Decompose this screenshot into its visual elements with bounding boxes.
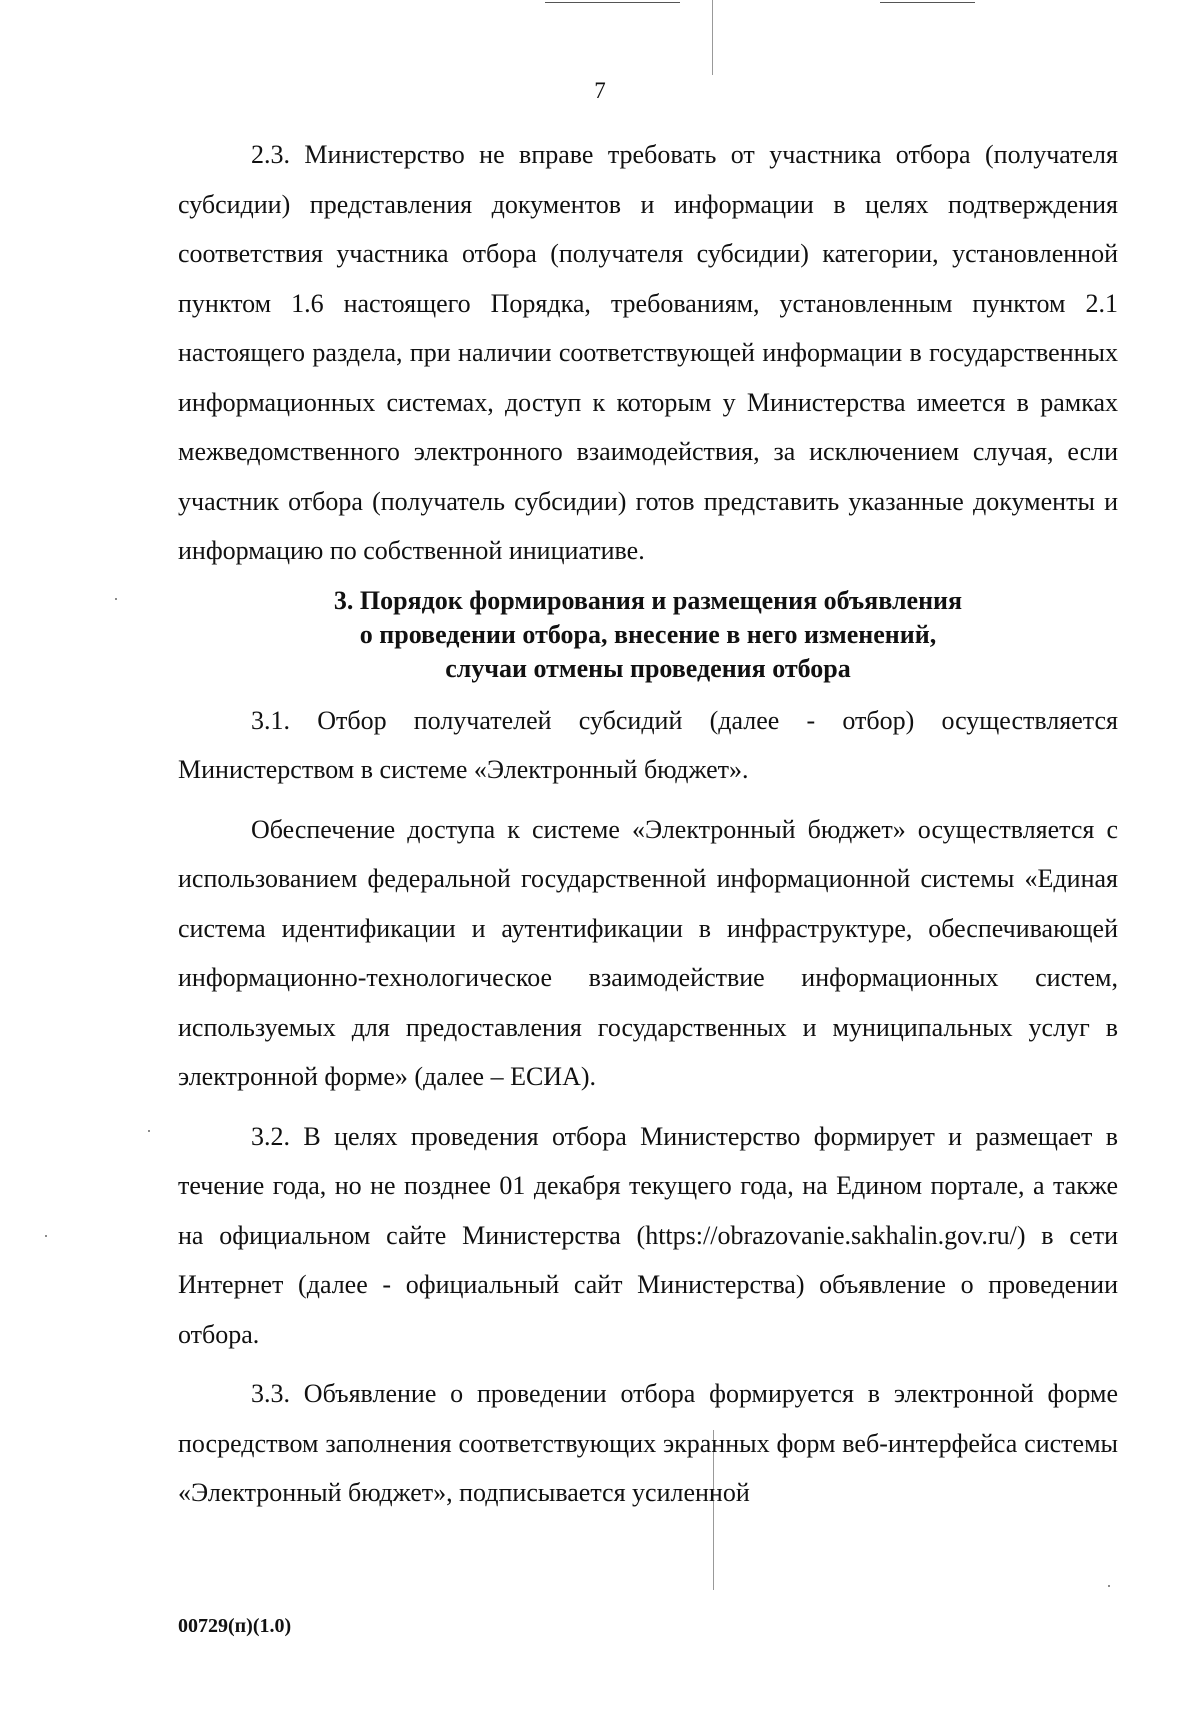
page-number: 7 xyxy=(594,78,606,103)
scan-dot xyxy=(115,598,117,600)
document-body xyxy=(178,130,1118,1518)
paragraph-3-1: 3.1. Отбор получателей субсидий (далее - отбор) осуществляется Министерством в системе «Электронный бюджет». xyxy=(178,705,1118,784)
section-heading-line-2: о проведении отбора, внесение в него изменений, xyxy=(359,619,937,649)
section-heading-line-3: случаи отмены проведения отбора xyxy=(445,653,851,683)
section-heading-line-1: 3. Порядок формирования и размещения объявления xyxy=(333,585,963,615)
scan-dot xyxy=(148,1130,150,1132)
scan-artifact-vertical-top xyxy=(712,0,713,75)
document-code: 00729(п)(1.0) xyxy=(178,1615,292,1637)
paragraph-3-2: 3.2. В целях проведения отбора Министерство формирует и размещает в течение года, но не позднее 01 декабря текущего года, на Едином портале, а также на официальном сайте Министерства (https://obrazovanie.sakhalin.gov.ru/) в сети Интернет (далее - официальный сайт Министерства) объявление о проведении отбора. xyxy=(178,1121,1118,1349)
scan-dot xyxy=(45,1235,47,1237)
section-heading xyxy=(178,584,1118,686)
scan-artifact-top-left xyxy=(545,2,680,3)
paragraph-3-3: 3.3. Объявление о проведении отбора формируется в электронной форме посредством заполнения соответствующих экранных форм веб-интерфейса системы «Электронный бюджет», подписывается усиленной xyxy=(178,1379,1118,1507)
scan-dot xyxy=(1108,1585,1110,1587)
paragraph-esia: Обеспечение доступа к системе «Электронный бюджет» осуществляется с использованием федеральной государственной информационной системы «Единая система идентификации и аутентификации в инфраструктуре, обеспечивающей информационно-технологическое взаимодействие информационных систем, используемых для предоставления государственных и муниципальных услуг в электронной форме» (далее – ЕСИА). xyxy=(178,814,1118,1091)
scan-artifact-top-right xyxy=(880,2,975,3)
paragraph-2-3: 2.3. Министерство не вправе требовать от участника отбора (получателя субсидии) представления документов и информации в целях подтверждения соответствия участника отбора (получателя субсидии) категории, установленной пунктом 1.6 настоящего Порядка, требованиям, установленным пунктом 2.1 настоящего раздела, при наличии соответствующей информации в государственных информационных системах, доступ к которым у Министерства имеется в рамках межведомственного электронного взаимодействия, за исключением случая, если участник отбора (получатель субсидии) готов представить указанные документы и информацию по собственной инициативе. xyxy=(178,140,1118,565)
